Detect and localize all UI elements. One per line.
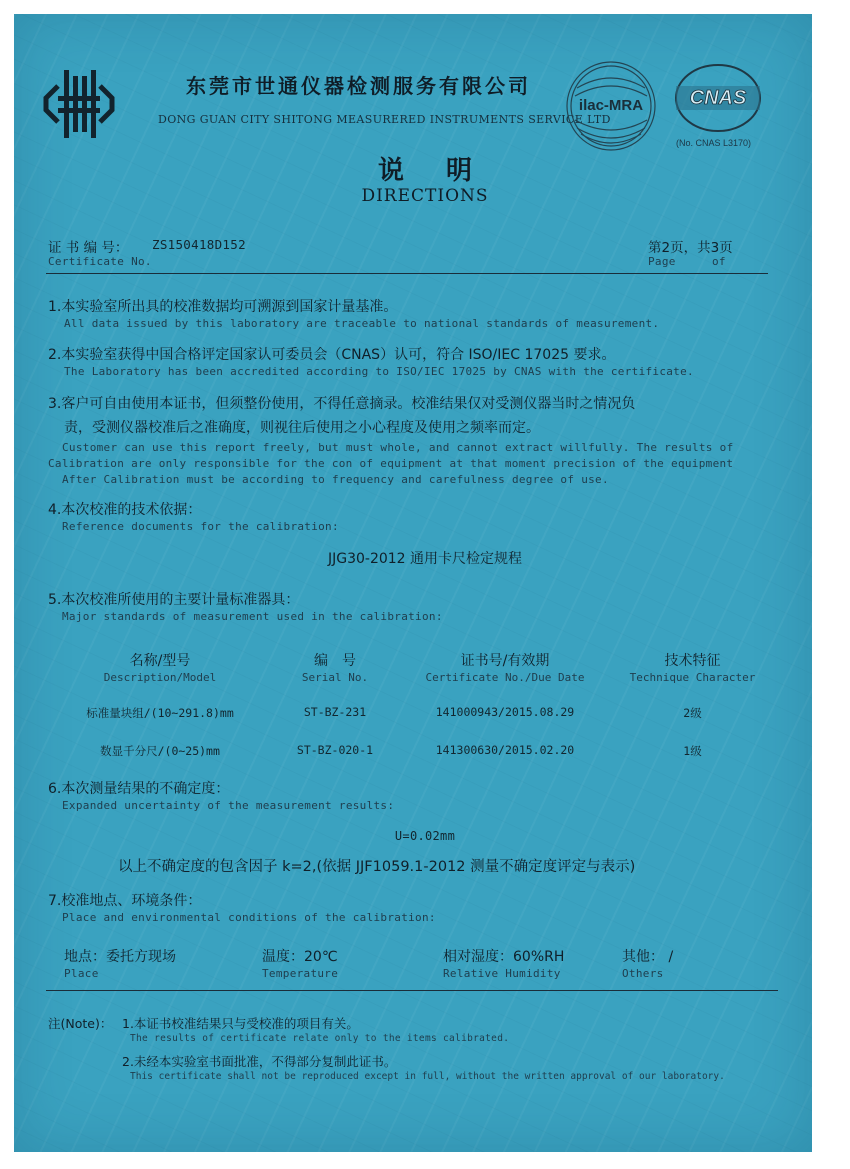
title-zh: 说明	[377, 156, 514, 186]
item-6-zh: 6.本次测量结果的不确定度：	[48, 781, 230, 797]
ilac-mark-text: ilac-MRA	[578, 97, 644, 114]
item-1-zh: 1.本实验室所出具的校准数据均可溯源到国家计量基准。	[48, 299, 398, 315]
cert-number-value: ZS150418D152	[152, 237, 246, 252]
header-divider	[46, 273, 768, 274]
table-cell: ST-BZ-231	[303, 705, 367, 719]
notes-label: 注(Note)：	[48, 1016, 113, 1031]
company-logo-icon	[40, 66, 118, 142]
table-cell: 2级	[683, 706, 702, 720]
table-cell: 141000943/2015.08.29	[435, 705, 575, 719]
table-cell: 1级	[683, 744, 702, 758]
item-5-en: Major standards of measurement used in the calibration:	[62, 610, 443, 623]
table-header-technique-en: Technique Character	[629, 671, 756, 684]
item-3-zh-line1: 3.客户可自由使用本证书，但须整份使用，不得任意摘录。校准结果仅对受测仪器当时之情况负	[48, 396, 636, 412]
note-1-zh: 1.本证书校准结果只与受校准的项目有关。	[122, 1016, 359, 1031]
item-7-zh: 7.校准地点、环境条件：	[48, 893, 202, 909]
table-header-technique-zh: 技术特征	[664, 653, 721, 669]
cert-number-label-zh: 证 书 编 号：	[48, 240, 129, 256]
notes-divider	[46, 990, 778, 991]
table-cell: 数显千分尺/(0~25)mm	[100, 744, 220, 758]
table-cell: 141300630/2015.02.20	[435, 743, 575, 757]
item-2-zh: 2.本实验室获得中国合格评定国家认可委员会（CNAS）认可，符合 ISO/IEC 17025 要求。	[48, 347, 616, 363]
item-3-en-line3: After Calibration must be according to frequency and carefulness degree of use.	[62, 473, 609, 486]
others-label-en: Others	[622, 967, 664, 980]
page-indicator-en-of: of	[712, 255, 726, 268]
page-indicator-zh: 第2页，共3页	[648, 240, 733, 256]
ilac-mra-seal-icon	[563, 58, 659, 154]
cnas-seal-icon	[670, 60, 766, 140]
note-2-zh: 2.未经本实验室书面批准，不得部分复制此证书。	[122, 1054, 397, 1069]
humidity-label-en: Relative Humidity	[443, 967, 561, 980]
others-label: 其他： /	[622, 949, 674, 965]
table-header-description-en: Description/Model	[103, 671, 217, 684]
table-header-serial-en: Serial No.	[301, 671, 369, 684]
item-2-en: The Laboratory has been accredited according to ISO/IEC 17025 by CNAS with the certificate.	[64, 365, 694, 378]
cert-number-label-en: Certificate No.	[48, 255, 152, 268]
temperature-label-en: Temperature	[262, 967, 339, 980]
item-6-en: Expanded uncertainty of the measurement results:	[62, 799, 395, 812]
item-3-en-line2: Calibration are only responsible for the con of equipment at that moment precision of the equipment	[48, 457, 734, 470]
table-header-certificate-zh: 证书号/有效期	[460, 653, 550, 669]
note-2-en: This certificate shall not be reproduced except in full, without the written approval of our laboratory.	[130, 1071, 725, 1082]
place-label: 地点：委托方现场	[64, 949, 176, 965]
uncertainty-value: U=0.02mm	[394, 829, 456, 843]
humidity-label: 相对湿度：60%RH	[443, 949, 565, 965]
cnas-mark-text: CNAS	[689, 87, 747, 109]
item-4-zh: 4.本次校准的技术依据：	[48, 502, 202, 518]
item-3-zh-line2: 责，受测仪器校准后之准确度，则视往后使用之小心程度及使用之频率而定。	[64, 420, 540, 436]
company-name-zh: 东莞市世通仪器检测服务有限公司	[186, 74, 531, 98]
temperature-label: 温度：20℃	[262, 949, 338, 965]
uncertainty-note: 以上不确定度的包含因子 k=2,(依据 JJF1059.1-2012 测量不确定度评定与表示)	[118, 859, 636, 875]
item-5-zh: 5.本次校准所使用的主要计量标准器具：	[48, 592, 300, 608]
table-cell: 标准量块组/(10~291.8)mm	[86, 706, 234, 720]
page-indicator-en-page: Page	[648, 255, 676, 268]
item-1-en: All data issued by this laboratory are traceable to national standards of measurement.	[64, 317, 660, 330]
table-header-serial-zh: 编 号	[314, 653, 356, 669]
item-4-en: Reference documents for the calibration:	[62, 520, 339, 533]
cnas-number: (No. CNAS L3170)	[676, 138, 752, 148]
item-7-en: Place and environmental conditions of the calibration:	[62, 911, 436, 924]
table-cell: ST-BZ-020-1	[296, 743, 374, 757]
item-4-value: JJG30-2012 通用卡尺检定规程	[327, 551, 523, 567]
place-label-en: Place	[64, 967, 99, 980]
company-name-en: DONG GUAN CITY SHITONG MEASURERED INSTRUMENTS SERVICE LTD	[158, 113, 611, 126]
table-header-description-zh: 名称/型号	[129, 653, 191, 669]
note-1-en: The results of certificate relate only to the items calibrated.	[130, 1033, 510, 1044]
item-3-en-line1: Customer can use this report freely, but must whole, and cannot extract willfully. The results of	[62, 441, 734, 454]
table-header-certificate-en: Certificate No./Due Date	[425, 671, 585, 684]
title-en: DIRECTIONS	[361, 186, 489, 206]
